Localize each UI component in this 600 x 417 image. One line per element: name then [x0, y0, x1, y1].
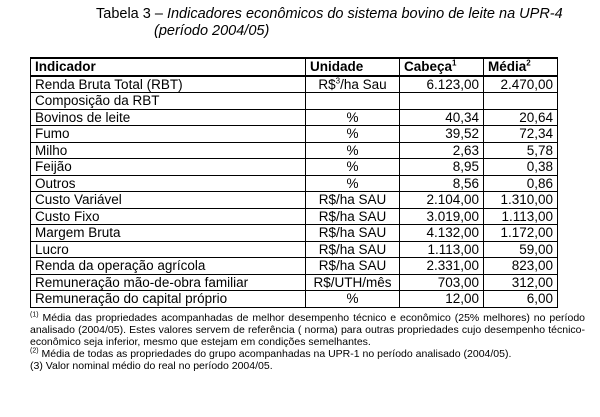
row-unit: % — [306, 291, 400, 308]
header-cabeca — [400, 58, 484, 76]
row-cabeca: 8,56 — [400, 175, 484, 192]
table-row — [31, 208, 558, 225]
row-media: 6,00 — [484, 291, 558, 308]
row-label: Remuneração mão-de-obra familiar — [31, 274, 306, 291]
table-row — [31, 142, 558, 159]
row-media: 1.113,00 — [484, 208, 558, 225]
row-label: Outros — [31, 175, 306, 192]
row-label: Lucro — [31, 241, 306, 258]
row-label: Custo Fixo — [31, 208, 306, 225]
header-indicador: Indicador — [31, 58, 306, 76]
footnotes — [30, 312, 585, 372]
footnote-1-text: Média das propriedades acompanhadas de melhor desempenho técnico e econômico (25% melhores) no período analisado (2004/05). Estes valores servem de referência ( norma) para outras propriedades cujo desempenho técnico-econômico seja inferior, mesmo que estejam em condições semelhantes. — [30, 312, 585, 348]
row-unit: R$/UTH/mês — [306, 274, 400, 291]
row-unit: % — [306, 142, 400, 159]
row-label: Bovinos de leite — [31, 109, 306, 126]
table-row — [31, 175, 558, 192]
row-label: Feijão — [31, 159, 306, 176]
row-label: Fumo — [31, 126, 306, 143]
header-media-sup: 2 — [526, 58, 531, 68]
row-unit — [306, 93, 400, 110]
row-cabeca: 6.123,00 — [400, 76, 484, 93]
row-label: Margem Bruta — [31, 225, 306, 242]
row-label: Renda Bruta Total (RBT) — [31, 76, 306, 93]
footnote-1-marker: (1) — [30, 311, 39, 319]
row-unit: R$/ha SAU — [306, 192, 400, 209]
row-media: 5,78 — [484, 142, 558, 159]
row-media: 1.310,00 — [484, 192, 558, 209]
row-media: 823,00 — [484, 258, 558, 275]
row-label: Milho — [31, 142, 306, 159]
row-media: 59,00 — [484, 241, 558, 258]
table-header-row — [31, 58, 558, 76]
table-title-prefix: Tabela 3 – — [96, 6, 167, 22]
table-row — [31, 159, 558, 176]
row-unit-sup: 3 — [335, 76, 341, 86]
row-cabeca: 1.113,00 — [400, 241, 484, 258]
table-title — [96, 6, 576, 40]
footnote-2-marker: (2) — [30, 347, 39, 355]
row-cabeca: 703,00 — [400, 274, 484, 291]
row-unit: % — [306, 109, 400, 126]
row-cabeca: 2.331,00 — [400, 258, 484, 275]
row-unit: R$/ha SAU — [306, 241, 400, 258]
header-media-label: Média — [488, 59, 527, 75]
row-unit — [306, 76, 400, 93]
table-row — [31, 258, 558, 275]
footnote-3: (3) Valor nominal médio do real no período 2004/05. — [30, 360, 273, 372]
row-cabeca: 3.019,00 — [400, 208, 484, 225]
row-cabeca — [400, 93, 484, 110]
row-media: 2.470,00 — [484, 76, 558, 93]
footnote-1 — [30, 312, 585, 348]
row-media: 1.172,00 — [484, 225, 558, 242]
row-label: Renda da operação agrícola — [31, 258, 306, 275]
table-row — [31, 225, 558, 242]
table-row — [31, 109, 558, 126]
footnote-2-text: Média de todas as propriedades do grupo acompanhadas na UPR-1 no período analisado (2004/05). — [38, 348, 512, 360]
row-media: 312,00 — [484, 274, 558, 291]
row-cabeca: 8,95 — [400, 159, 484, 176]
row-label: Custo Variável — [31, 192, 306, 209]
table-row — [31, 93, 558, 110]
header-cabeca-label: Cabeça — [404, 59, 453, 75]
footnote-2 — [30, 348, 585, 360]
header-cabeca-sup: 1 — [452, 58, 457, 68]
row-media: 20,64 — [484, 109, 558, 126]
row-unit: R$/ha SAU — [306, 258, 400, 275]
row-unit: % — [306, 159, 400, 176]
row-label: Remuneração do capital próprio — [31, 291, 306, 308]
row-cabeca: 2.104,00 — [400, 192, 484, 209]
row-cabeca: 12,00 — [400, 291, 484, 308]
row-unit-pre: R$ — [318, 76, 336, 92]
table-title-main: Indicadores econômicos do sistema bovino de leite na UPR-4 — [166, 6, 563, 22]
row-media: 0,38 — [484, 159, 558, 176]
row-media: 72,34 — [484, 126, 558, 143]
table-row — [31, 241, 558, 258]
row-media — [484, 93, 558, 110]
row-cabeca: 4.132,00 — [400, 225, 484, 242]
row-label: Composição da RBT — [31, 93, 306, 110]
row-media: 0,86 — [484, 175, 558, 192]
row-unit: % — [306, 175, 400, 192]
header-unidade: Unidade — [306, 58, 400, 76]
table-row — [31, 76, 558, 93]
table-title-period: (período 2004/05) — [154, 23, 270, 39]
table-row — [31, 274, 558, 291]
row-unit: R$/ha SAU — [306, 225, 400, 242]
row-cabeca: 2,63 — [400, 142, 484, 159]
row-unit: % — [306, 126, 400, 143]
row-unit-post: /ha Sau — [340, 76, 387, 92]
table-row — [31, 126, 558, 143]
row-unit: R$/ha SAU — [306, 208, 400, 225]
table-row — [31, 291, 558, 308]
row-cabeca: 40,34 — [400, 109, 484, 126]
indicators-table — [30, 57, 558, 308]
header-media — [484, 58, 558, 76]
table-row — [31, 192, 558, 209]
row-cabeca: 39,52 — [400, 126, 484, 143]
